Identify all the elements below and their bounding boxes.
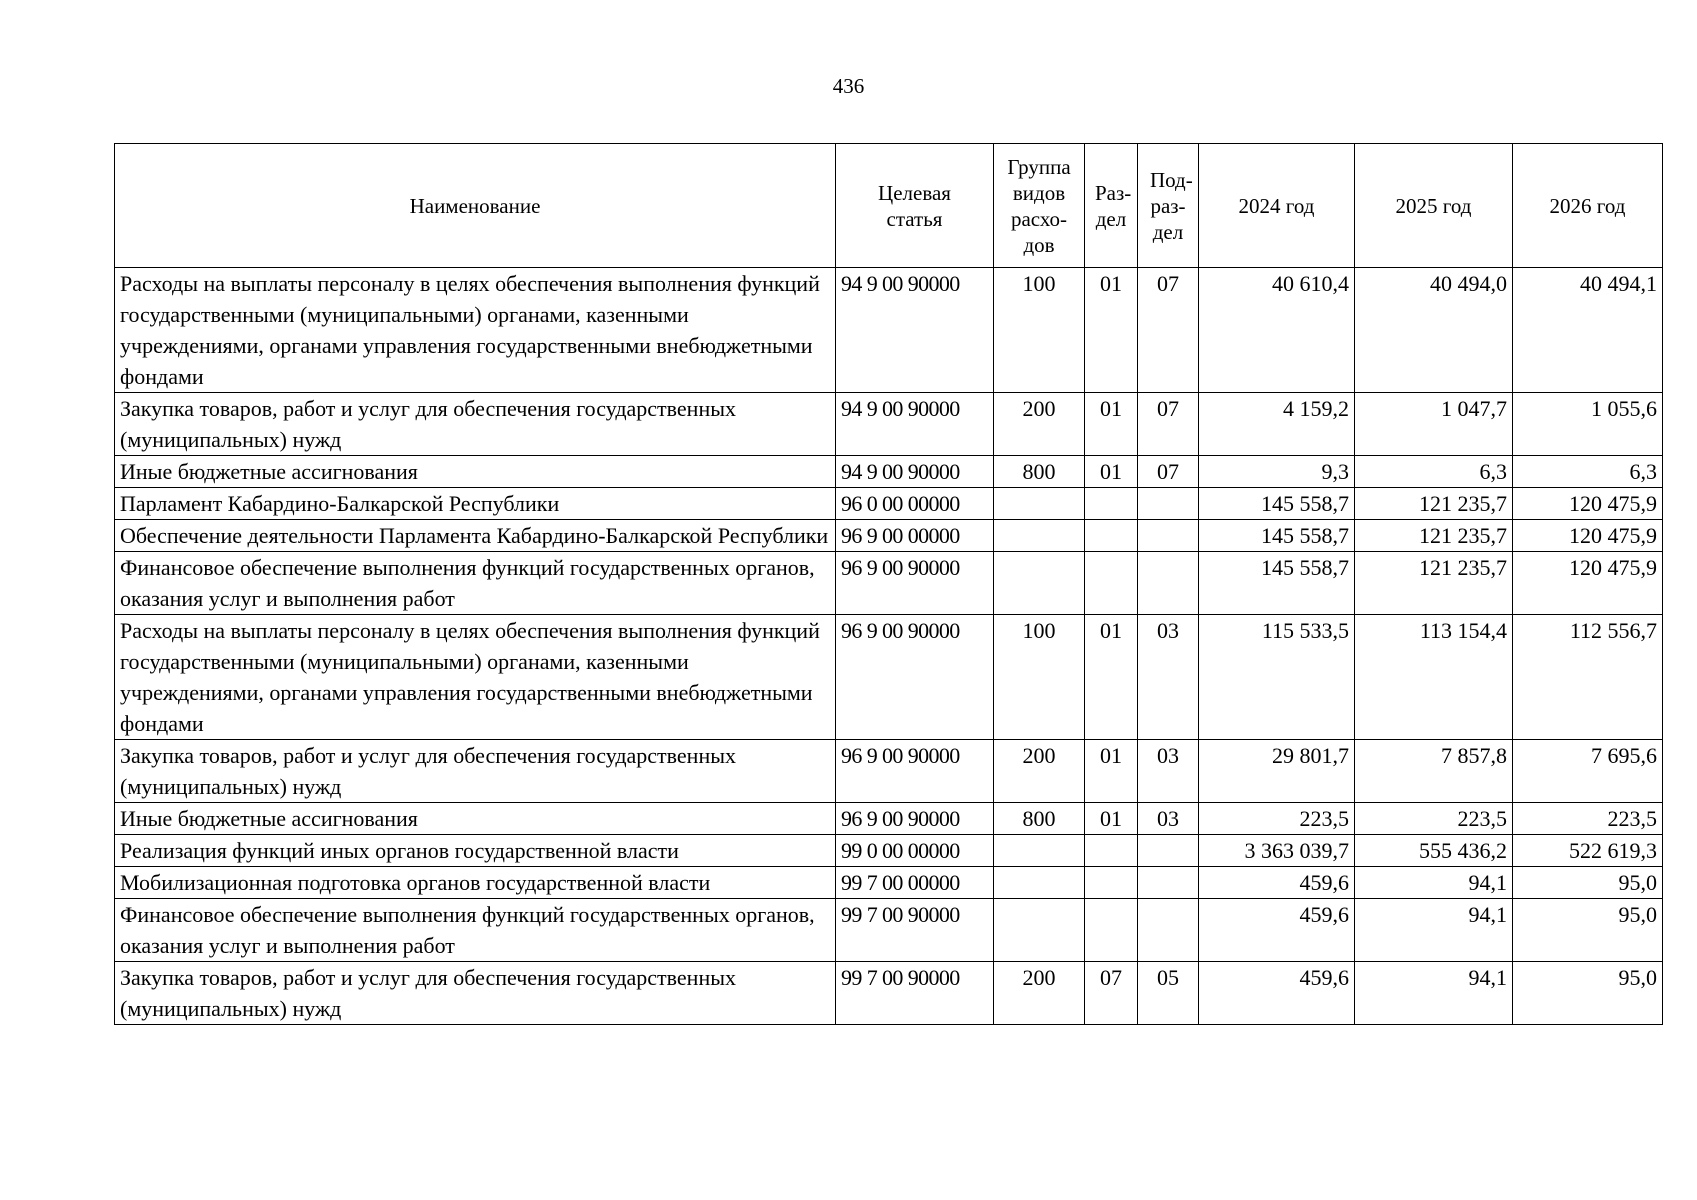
cell-subsection: [1138, 488, 1199, 520]
cell-2026: 1 055,6: [1513, 393, 1663, 456]
cell-2024: 9,3: [1199, 456, 1355, 488]
cell-group: 100: [994, 268, 1085, 393]
cell-2026: 95,0: [1513, 867, 1663, 899]
cell-subsection: [1138, 835, 1199, 867]
cell-section: 07: [1085, 962, 1138, 1025]
header-group: Группа видов расхо-дов: [994, 144, 1085, 268]
cell-target: 99 7 00 90000: [836, 962, 994, 1025]
cell-name: Закупка товаров, работ и услуг для обеспечения государственных (муниципальных) нужд: [115, 962, 836, 1025]
cell-2025: 94,1: [1355, 899, 1513, 962]
cell-subsection: 07: [1138, 393, 1199, 456]
cell-2026: 112 556,7: [1513, 615, 1663, 740]
header-row: [115, 144, 1663, 268]
cell-name: Иные бюджетные ассигнования: [115, 456, 836, 488]
cell-subsection: 05: [1138, 962, 1199, 1025]
cell-name: Закупка товаров, работ и услуг для обеспечения государственных (муниципальных) нужд: [115, 393, 836, 456]
table-row: [115, 835, 1663, 867]
table-row: [115, 456, 1663, 488]
cell-name: Парламент Кабардино-Балкарской Республики: [115, 488, 836, 520]
cell-name: Иные бюджетные ассигнования: [115, 803, 836, 835]
cell-group: 800: [994, 803, 1085, 835]
cell-2026: 95,0: [1513, 899, 1663, 962]
cell-2025: 555 436,2: [1355, 835, 1513, 867]
cell-group: 800: [994, 456, 1085, 488]
cell-2025: 1 047,7: [1355, 393, 1513, 456]
cell-name: Расходы на выплаты персоналу в целях обеспечения выполнения функций государственными (муниципальными) органами, казенными учреждениями, органами управления государственными внебюджетными фондами: [115, 615, 836, 740]
cell-section: [1085, 899, 1138, 962]
cell-target: 94 9 00 90000: [836, 268, 994, 393]
cell-2024: 145 558,7: [1199, 520, 1355, 552]
cell-target: 96 9 00 90000: [836, 552, 994, 615]
cell-2026: 522 619,3: [1513, 835, 1663, 867]
cell-2026: 120 475,9: [1513, 520, 1663, 552]
cell-section: [1085, 867, 1138, 899]
header-target: Целевая статья: [836, 144, 994, 268]
cell-target: 94 9 00 90000: [836, 393, 994, 456]
cell-2025: 6,3: [1355, 456, 1513, 488]
cell-target: 96 9 00 90000: [836, 803, 994, 835]
cell-section: [1085, 552, 1138, 615]
cell-group: 100: [994, 615, 1085, 740]
cell-target: 99 7 00 90000: [836, 899, 994, 962]
header-2024: 2024 год: [1199, 144, 1355, 268]
cell-section: 01: [1085, 803, 1138, 835]
cell-name: Закупка товаров, работ и услуг для обеспечения государственных (муниципальных) нужд: [115, 740, 836, 803]
page-number: 436: [832, 74, 865, 98]
cell-2024: 145 558,7: [1199, 488, 1355, 520]
cell-2026: 223,5: [1513, 803, 1663, 835]
cell-subsection: [1138, 899, 1199, 962]
budget-table: [114, 143, 1663, 1025]
cell-target: 99 0 00 00000: [836, 835, 994, 867]
cell-name: Финансовое обеспечение выполнения функций государственных органов, оказания услуг и выполнения работ: [115, 899, 836, 962]
table-row: [115, 740, 1663, 803]
header-subsection: Под-раз-дел: [1138, 144, 1199, 268]
cell-2025: 121 235,7: [1355, 520, 1513, 552]
table-row: [115, 962, 1663, 1025]
cell-2024: 3 363 039,7: [1199, 835, 1355, 867]
cell-subsection: 03: [1138, 803, 1199, 835]
cell-target: 96 9 00 90000: [836, 615, 994, 740]
cell-name: Расходы на выплаты персоналу в целях обеспечения выполнения функций государственными (муниципальными) органами, казенными учреждениями, органами управления государственными внебюджетными фондами: [115, 268, 836, 393]
cell-group: 200: [994, 393, 1085, 456]
cell-section: 01: [1085, 615, 1138, 740]
cell-group: [994, 488, 1085, 520]
cell-2024: 4 159,2: [1199, 393, 1355, 456]
cell-subsection: 07: [1138, 268, 1199, 393]
cell-group: [994, 552, 1085, 615]
table-row: [115, 615, 1663, 740]
header-section: Раз-дел: [1085, 144, 1138, 268]
cell-target: 99 7 00 00000: [836, 867, 994, 899]
cell-2024: 40 610,4: [1199, 268, 1355, 393]
cell-target: 96 9 00 00000: [836, 520, 994, 552]
table-row: [115, 520, 1663, 552]
table-row: [115, 867, 1663, 899]
cell-2024: 459,6: [1199, 962, 1355, 1025]
table-row: [115, 393, 1663, 456]
cell-2025: 121 235,7: [1355, 552, 1513, 615]
cell-target: 96 9 00 90000: [836, 740, 994, 803]
cell-section: 01: [1085, 740, 1138, 803]
cell-name: Реализация функций иных органов государственной власти: [115, 835, 836, 867]
cell-subsection: 03: [1138, 740, 1199, 803]
cell-subsection: [1138, 867, 1199, 899]
cell-subsection: 03: [1138, 615, 1199, 740]
cell-section: 01: [1085, 268, 1138, 393]
cell-name: Обеспечение деятельности Парламента Кабардино-Балкарской Республики: [115, 520, 836, 552]
cell-2024: 459,6: [1199, 867, 1355, 899]
cell-2026: 120 475,9: [1513, 552, 1663, 615]
table-row: [115, 803, 1663, 835]
cell-2024: 29 801,7: [1199, 740, 1355, 803]
cell-2026: 95,0: [1513, 962, 1663, 1025]
cell-2025: 121 235,7: [1355, 488, 1513, 520]
cell-2024: 145 558,7: [1199, 552, 1355, 615]
cell-2024: 115 533,5: [1199, 615, 1355, 740]
table-row: [115, 552, 1663, 615]
cell-section: 01: [1085, 393, 1138, 456]
cell-target: 94 9 00 90000: [836, 456, 994, 488]
cell-2026: 6,3: [1513, 456, 1663, 488]
cell-2026: 7 695,6: [1513, 740, 1663, 803]
cell-2025: 223,5: [1355, 803, 1513, 835]
cell-subsection: [1138, 520, 1199, 552]
cell-2026: 120 475,9: [1513, 488, 1663, 520]
cell-target: 96 0 00 00000: [836, 488, 994, 520]
cell-2024: 459,6: [1199, 899, 1355, 962]
cell-group: 200: [994, 962, 1085, 1025]
cell-group: 200: [994, 740, 1085, 803]
cell-2026: 40 494,1: [1513, 268, 1663, 393]
cell-2025: 94,1: [1355, 962, 1513, 1025]
cell-2025: 113 154,4: [1355, 615, 1513, 740]
cell-name: Финансовое обеспечение выполнения функций государственных органов, оказания услуг и выполнения работ: [115, 552, 836, 615]
cell-section: 01: [1085, 456, 1138, 488]
cell-2024: 223,5: [1199, 803, 1355, 835]
header-2026: 2026 год: [1513, 144, 1663, 268]
cell-subsection: 07: [1138, 456, 1199, 488]
cell-name: Мобилизационная подготовка органов государственной власти: [115, 867, 836, 899]
table-row: [115, 488, 1663, 520]
table-row: [115, 268, 1663, 393]
table-body: [115, 268, 1663, 1025]
cell-section: [1085, 520, 1138, 552]
header-name: Наименование: [115, 144, 836, 268]
cell-group: [994, 520, 1085, 552]
header-2025: 2025 год: [1355, 144, 1513, 268]
cell-group: [994, 835, 1085, 867]
table-header: [115, 144, 1663, 268]
cell-group: [994, 899, 1085, 962]
table-row: [115, 899, 1663, 962]
cell-subsection: [1138, 552, 1199, 615]
cell-section: [1085, 835, 1138, 867]
cell-2025: 94,1: [1355, 867, 1513, 899]
cell-2025: 40 494,0: [1355, 268, 1513, 393]
cell-2025: 7 857,8: [1355, 740, 1513, 803]
cell-group: [994, 867, 1085, 899]
cell-section: [1085, 488, 1138, 520]
